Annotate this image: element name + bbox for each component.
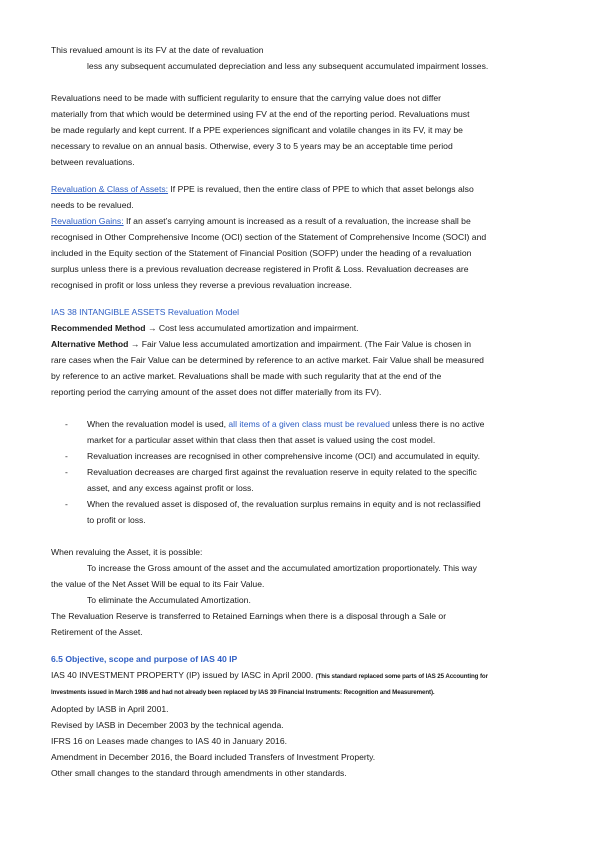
revalued-amount-paragraph <box>51 42 561 74</box>
class-of-assets-paragraph <box>51 181 561 213</box>
text-line: materially from that which would be determined using FV at the end of the reporting period. Revaluations must <box>51 109 470 119</box>
text-line: This revalued amount is its FV at the date of revaluation <box>51 45 264 55</box>
text-line: needs to be revalued. <box>51 200 134 210</box>
text-line: surplus unless there is a previous revaluation decrease registered in Profit & Loss. Revaluation decreases are <box>51 264 469 274</box>
list-item: - When the revaluation model is used, all items of a given class must be revalued unless there is no active market for a particular asset within that class then that asset is valued using the cost model. <box>51 416 561 448</box>
text-line: recognised in profit or loss unless they reverse a previous revaluation increase. <box>51 280 352 290</box>
text-line: by reference to an active market. Revaluations shall be made with such regularity that at the end of the <box>51 371 442 381</box>
text-line: Adopted by IASB in April 2001. <box>51 704 169 714</box>
text-line: included in the Equity section of the Statement of Financial Position (SOFP) under the heading of a revaluation <box>51 248 472 258</box>
text-line: Alternative Method → Fair Value less accumulated amortization and impairment. (The Fair Value is chosen in <box>51 339 471 349</box>
list-item: - When the revalued asset is disposed of, the revaluation surplus remains in equity and is not reclassified to profit or loss. <box>51 496 561 528</box>
text-line: Revaluation & Class of Assets: If PPE is revalued, then the entire class of PPE to which that asset belongs also <box>51 184 474 194</box>
list-item: - Revaluation decreases are charged first against the revaluation reserve in equity related to the specific asset, and any excess against profit or loss. <box>51 464 561 496</box>
text-line: Retirement of the Asset. <box>51 627 143 637</box>
ias40-section <box>51 651 561 781</box>
text-line: between revaluations. <box>51 157 135 167</box>
text-line: IAS 40 INVESTMENT PROPERTY (IP) issued by IASC in April 2000. (This standard replaced some parts of IAS 25 Accounting for <box>51 670 488 680</box>
section-heading: IAS 38 INTANGIBLE ASSETS Revaluation Model <box>51 307 240 317</box>
text-line: Amendment in December 2016, the Board included Transfers of Investment Property. <box>51 752 376 762</box>
text-line: reporting period the carrying amount of the asset does not differ materially from its FV). <box>51 387 382 397</box>
ias38-section <box>51 304 561 400</box>
text-line: the value of the Net Asset Will be equal to its Fair Value. <box>51 579 265 589</box>
text-line: To eliminate the Accumulated Amortization. <box>87 595 251 605</box>
text-line: less any subsequent accumulated depreciation and less any subsequent accumulated impairment losses. <box>87 61 489 71</box>
class-of-assets-link[interactable]: Revaluation & Class of Assets: <box>51 184 169 194</box>
text-line: Revaluation Gains: If an asset’s carrying amount is increased as a result of a revaluation, the increase shall be <box>51 216 471 226</box>
text-line: Investments issued in March 1986 and had not already been replaced by IAS 39 Financial Instruments: Recognition and Measurement). <box>51 689 435 696</box>
section-heading: 6.5 Objective, scope and purpose of IAS 40 IP <box>51 654 238 664</box>
revaluation-gains-link[interactable]: Revaluation Gains: <box>51 216 124 226</box>
document-page <box>51 42 561 781</box>
revaluation-gains-paragraph <box>51 213 561 293</box>
revaluing-paragraph <box>51 544 561 640</box>
text-line: The Revaluation Reserve is transferred to Retained Earnings when there is a disposal through a Sale or <box>51 611 447 621</box>
text-line: Revised by IASB in December 2003 by the technical agenda. <box>51 720 284 730</box>
text-line: IFRS 16 on Leases made changes to IAS 40 in January 2016. <box>51 736 288 746</box>
revaluation-rules-list <box>51 416 561 528</box>
revaluation-frequency-paragraph <box>51 90 561 170</box>
text-line: rare cases when the Fair Value can be determined by reference to an active market. Fair Value shall be measured <box>51 355 484 365</box>
text-line: Other small changes to the standard through amendments in other standards. <box>51 768 347 778</box>
list-item: - Revaluation increases are recognised in other comprehensive income (OCI) and accumulated in equity. <box>51 448 561 464</box>
text-line: To increase the Gross amount of the asset and the accumulated amortization proportionately. This way <box>87 563 477 573</box>
text-line: Revaluations need to be made with sufficient regularity to ensure that the carrying value does not differ <box>51 93 441 103</box>
text-line: be made regularly and kept current. If a PPE experiences significant and volatile changes in its FV, it may be <box>51 125 463 135</box>
text-line: recognised in Other Comprehensive Income (OCI) section of the Statement of Comprehensive Income (SOCI) and <box>51 232 487 242</box>
text-line: Recommended Method → Cost less accumulated amortization and impairment. <box>51 323 359 333</box>
text-line: necessary to revalue on an annual basis. Otherwise, every 3 to 5 years may be an acceptable time period <box>51 141 453 151</box>
text-line: When revaluing the Asset, it is possible: <box>51 547 203 557</box>
